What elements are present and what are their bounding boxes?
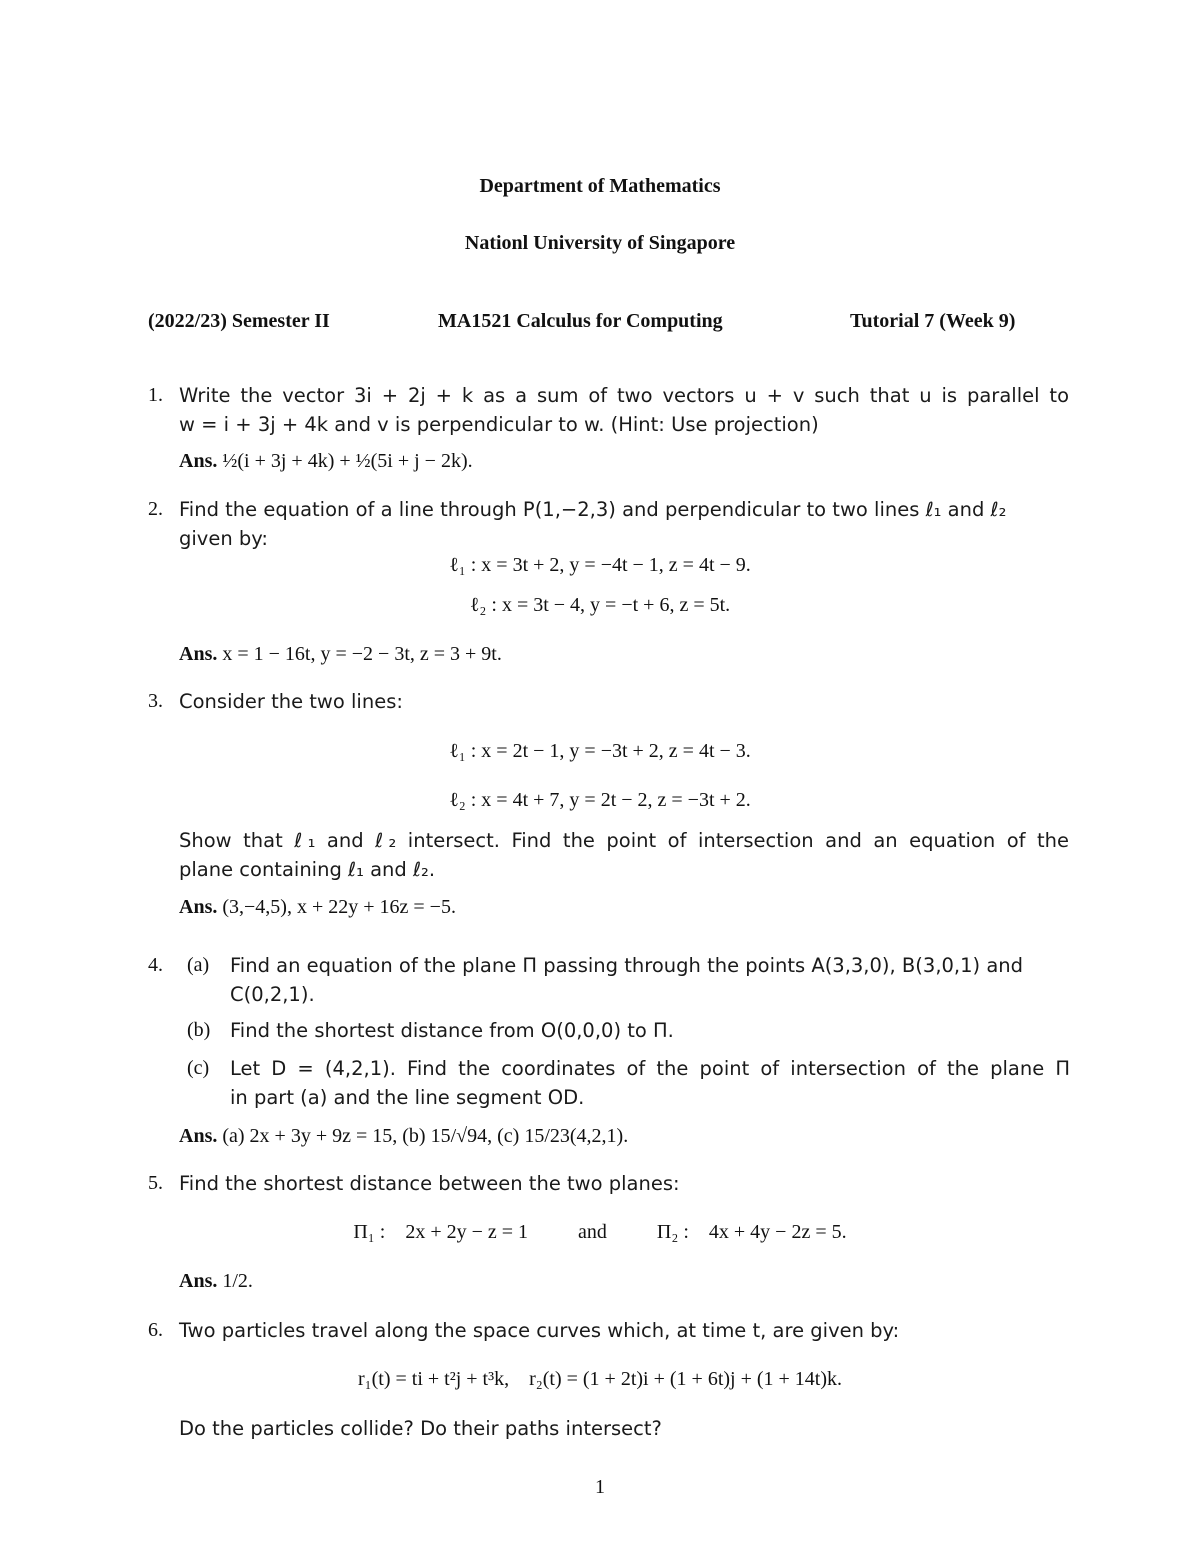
question-number: 6. (148, 1319, 163, 1341)
question-text: Do the particles collide? Do their paths intersect? (179, 1417, 662, 1440)
answer (179, 896, 456, 919)
question-number: 1. (148, 384, 163, 406)
question-number: 5. (148, 1172, 163, 1194)
answer-label: Ans. (179, 450, 218, 472)
question-text: Let D = (4,2,1). Find the coordinates of the point of intersection of the plane Π (230, 1057, 1070, 1080)
university-title: Nationl University of Singapore (464, 232, 736, 254)
answer-value: ½(i + 3j + 4k) + ½(5i + j − 2k). (222, 450, 473, 472)
answer (179, 1270, 253, 1293)
question-text: w = i + 3j + 4k and v is perpendicular to w. (Hint: Use projection) (179, 413, 819, 436)
answer-label: Ans. (179, 1125, 218, 1147)
answer-value: (3,−4,5), x + 22y + 16z = −5. (222, 896, 456, 918)
answer-value: 1/2. (222, 1270, 253, 1292)
equation: r₁(t) = ti + t²j + t³k, r₂(t) = (1 + 2t)i + (1 + 6t)j + (1 + 14t)k. (357, 1368, 843, 1390)
question-number: 4. (148, 954, 163, 976)
answer (179, 450, 473, 473)
subpart-label: (b) (187, 1019, 211, 1041)
answer-label: Ans. (179, 896, 218, 918)
page-number: 1 (595, 1476, 605, 1498)
answer (179, 643, 502, 666)
question-text: in part (a) and the line segment OD. (230, 1086, 585, 1109)
semester-label: (2022/23) Semester II (148, 310, 330, 332)
tutorial-label: Tutorial 7 (Week 9) (850, 310, 1016, 332)
question-text: Write the vector 3i + 2j + k as a sum of two vectors u + v such that u is parallel to (179, 384, 1069, 407)
answer-label: Ans. (179, 643, 218, 665)
question-number: 3. (148, 690, 163, 712)
subpart-label: (a) (187, 954, 210, 976)
question-text: Show that ℓ₁ and ℓ₂ intersect. Find the point of intersection and an equation of the (179, 829, 1069, 852)
question-text: Consider the two lines: (179, 690, 403, 713)
answer-value: x = 1 − 16t, y = −2 − 3t, z = 3 + 9t. (222, 643, 502, 665)
question-text: given by: (179, 527, 268, 550)
equation: ℓ₂ : x = 4t + 7, y = 2t − 2, z = −3t + 2. (449, 789, 751, 811)
question-text: Find the shortest distance from O(0,0,0) to Π. (230, 1019, 674, 1042)
department-title: Department of Mathematics (479, 175, 721, 197)
equation: ℓ₁ : x = 3t + 2, y = −4t − 1, z = 4t − 9. (449, 554, 751, 576)
question-number: 2. (148, 498, 163, 520)
question-text: C(0,2,1). (230, 983, 315, 1006)
question-text: plane containing ℓ₁ and ℓ₂. (179, 858, 436, 881)
equation: ℓ₂ : x = 3t − 4, y = −t + 6, z = 5t. (469, 594, 731, 616)
answer (179, 1125, 628, 1148)
equation: Π₁ : 2x + 2y − z = 1 and Π₂ : 4x + 4y − 2z = 5. (353, 1221, 847, 1243)
question-text: Find an equation of the plane Π passing through the points A(3,3,0), B(3,0,1) and (230, 954, 1024, 977)
answer-value: (a) 2x + 3y + 9z = 15, (b) 15/√94, (c) 15/23(4,2,1). (222, 1125, 629, 1147)
question-text: Find the equation of a line through P(1,−2,3) and perpendicular to two lines ℓ₁ and ℓ₂ (179, 498, 1007, 521)
question-text: Two particles travel along the space curves which, at time t, are given by: (179, 1319, 900, 1342)
question-text: Find the shortest distance between the two planes: (179, 1172, 680, 1195)
equation: ℓ₁ : x = 2t − 1, y = −3t + 2, z = 4t − 3. (449, 740, 751, 762)
course-title: MA1521 Calculus for Computing (438, 310, 723, 332)
answer-label: Ans. (179, 1270, 218, 1292)
subpart-label: (c) (187, 1057, 210, 1079)
